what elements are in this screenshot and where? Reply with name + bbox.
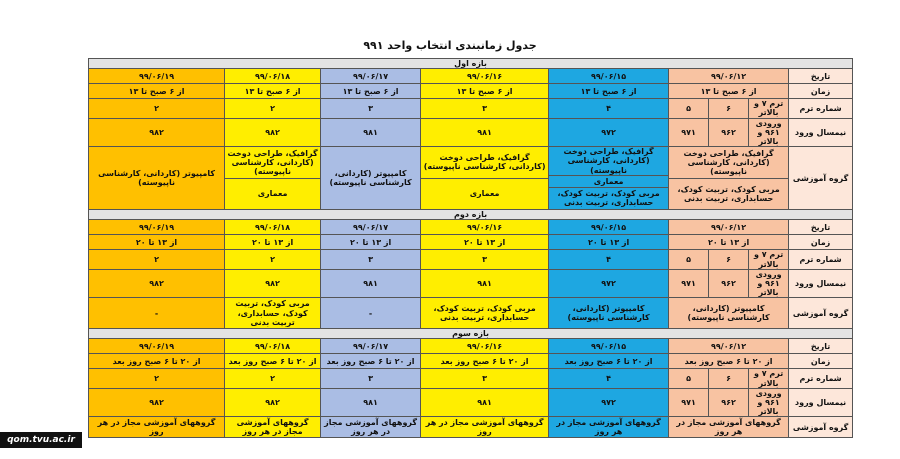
entry-cell: ورودی ۹۶۱ و بالاتر [749, 269, 789, 298]
entry-cell: ۹۸۲ [225, 269, 321, 298]
entry-cell: ۹۸۲ [89, 269, 225, 298]
time-cell: از ۱۳ تا ۲۰ [549, 235, 669, 250]
term-cell: ۵ [669, 99, 709, 118]
entry-cell: ۹۸۲ [89, 118, 225, 147]
row-label: گروه آموزشی [789, 417, 853, 438]
group-text: گروههای آموزشی مجاز در هر روز [321, 417, 421, 438]
term-cell: ۵ [669, 250, 709, 269]
time-cell: از ۲۰ تا ۶ صبح روز بعد [89, 354, 225, 369]
date-cell: ۹۹/۰۶/۱۲ [669, 69, 789, 84]
term-cell: ۶ [709, 99, 749, 118]
time-cell: از ۲۰ تا ۶ صبح روز بعد [669, 354, 789, 369]
term-cell: ۴ [549, 369, 669, 388]
entry-cell: ۹۸۲ [225, 388, 321, 417]
date-cell: ۹۹/۰۶/۱۷ [321, 69, 421, 84]
period-band: بازه اول [89, 59, 853, 69]
date-cell: ۹۹/۰۶/۱۸ [225, 220, 321, 235]
date-cell: ۹۹/۰۶/۱۹ [89, 339, 225, 354]
entry-cell: ۹۸۱ [321, 118, 421, 147]
date-cell: ۹۹/۰۶/۱۵ [549, 69, 669, 84]
row-label: نیمسال ورود [789, 388, 853, 417]
term-cell: ۲ [225, 369, 321, 388]
time-cell: از ۲۰ تا ۶ صبح روز بعد [421, 354, 549, 369]
date-cell: ۹۹/۰۶/۱۵ [549, 220, 669, 235]
date-cell: ۹۹/۰۶/۱۶ [421, 339, 549, 354]
time-cell: از ۶ صبح تا ۱۳ [421, 84, 549, 99]
row-label: تاریخ [789, 69, 853, 84]
group-cell [225, 147, 321, 210]
term-cell: ۶ [709, 250, 749, 269]
group-text: کامپیوتر (کاردانی، کارشناسی ناپیوسته) [89, 147, 225, 210]
date-cell: ۹۹/۰۶/۱۶ [421, 220, 549, 235]
row-label: شماره ترم [789, 99, 853, 118]
row-label: گروه آموزشی [789, 298, 853, 329]
term-cell: ۲ [89, 369, 225, 388]
entry-cell: ۹۶۲ [709, 269, 749, 298]
entry-cell: ورودی ۹۶۱ و بالاتر [749, 118, 789, 147]
row-label: زمان [789, 235, 853, 250]
time-cell: از ۱۳ تا ۲۰ [321, 235, 421, 250]
term-cell: ۳ [421, 250, 549, 269]
term-cell: ۲ [89, 99, 225, 118]
term-cell: ترم ۷ و بالاتر [749, 99, 789, 118]
entry-cell: ۹۸۱ [421, 388, 549, 417]
entry-cell: ۹۷۱ [669, 388, 709, 417]
entry-cell: ۹۶۲ [709, 388, 749, 417]
date-cell: ۹۹/۰۶/۱۵ [549, 339, 669, 354]
date-cell: ۹۹/۰۶/۱۲ [669, 339, 789, 354]
group-text: معماری [549, 175, 668, 187]
row-label: زمان [789, 354, 853, 369]
time-cell: از ۲۰ تا ۶ صبح روز بعد [321, 354, 421, 369]
term-cell: ۶ [709, 369, 749, 388]
group-cell [549, 147, 669, 210]
entry-cell: ۹۸۱ [321, 388, 421, 417]
term-cell: ۲ [225, 99, 321, 118]
schedule-table [88, 58, 853, 438]
entry-cell: ۹۷۱ [669, 269, 709, 298]
group-text: گروههای آموزشی مجاز در هر روز [225, 417, 321, 438]
entry-cell: ۹۸۱ [421, 269, 549, 298]
group-text: مربی کودک، تربیت کودک، حسابداری، تربیت بدنی [421, 298, 549, 329]
group-text: گرافیک، طراحی دوخت (کاردانی، کارشناسی ناپیوسته) [423, 153, 546, 172]
group-text: مربی کودک، تربیت کودک، حسابداری، تربیت بدنی [225, 298, 321, 329]
term-cell: ۲ [89, 250, 225, 269]
term-cell: ترم ۷ و بالاتر [749, 369, 789, 388]
row-label: نیمسال ورود [789, 269, 853, 298]
site-logo[interactable]: qom.tvu.ac.ir [0, 432, 82, 448]
entry-cell: ۹۸۱ [321, 269, 421, 298]
term-cell: ۵ [669, 369, 709, 388]
term-cell: ۳ [321, 99, 421, 118]
group-text: گرافیک، طراحی دوخت (کاردانی، کارشناسی ناپیوسته) [683, 148, 774, 176]
entry-cell: ۹۷۲ [549, 269, 669, 298]
group-text: مربی کودک، تربیت کودک، حسابداری، تربیت بدنی [669, 178, 788, 210]
group-text: گروههای آموزشی مجاز در هر روز [89, 417, 225, 438]
entry-cell: ۹۸۲ [225, 118, 321, 147]
group-text: کامپیوتر (کاردانی، کارشناسی ناپیوسته) [669, 298, 789, 329]
time-cell: از ۶ صبح تا ۱۳ [669, 84, 789, 99]
row-label: زمان [789, 84, 853, 99]
date-cell: ۹۹/۰۶/۱۲ [669, 220, 789, 235]
entry-cell: ۹۸۱ [421, 118, 549, 147]
time-cell: از ۲۰ تا ۶ صبح روز بعد [225, 354, 321, 369]
row-label: شماره ترم [789, 369, 853, 388]
date-cell: ۹۹/۰۶/۱۸ [225, 339, 321, 354]
date-cell: ۹۹/۰۶/۱۹ [89, 220, 225, 235]
term-cell: ۳ [421, 99, 549, 118]
group-text: گرافیک، طراحی دوخت (کاردانی، کارشناسی ناپیوسته) [563, 147, 654, 175]
entry-cell: ۹۷۱ [669, 118, 709, 147]
entry-cell: ۹۷۲ [549, 388, 669, 417]
time-cell: از ۶ صبح تا ۱۳ [549, 84, 669, 99]
row-label: تاریخ [789, 339, 853, 354]
period-band: بازه دوم [89, 210, 853, 220]
term-cell: ۳ [421, 369, 549, 388]
row-label: گروه آموزشی [789, 147, 853, 210]
time-cell: از ۶ صبح تا ۱۳ [89, 84, 225, 99]
date-cell: ۹۹/۰۶/۱۸ [225, 69, 321, 84]
entry-cell: ۹۶۲ [709, 118, 749, 147]
term-cell: ۳ [321, 250, 421, 269]
row-label: نیمسال ورود [789, 118, 853, 147]
group-text: - [89, 298, 225, 329]
time-cell: از ۶ صبح تا ۱۳ [225, 84, 321, 99]
group-text: - [321, 298, 421, 329]
group-text: گروههای آموزشی مجاز در هر روز [421, 417, 549, 438]
group-text: گروههای آموزشی مجاز در هر روز [669, 417, 789, 438]
time-cell: از ۱۳ تا ۲۰ [89, 235, 225, 250]
time-cell: از ۱۳ تا ۲۰ [421, 235, 549, 250]
entry-cell: ۹۷۲ [549, 118, 669, 147]
term-cell: ۳ [321, 369, 421, 388]
date-cell: ۹۹/۰۶/۱۷ [321, 339, 421, 354]
time-cell: از ۶ صبح تا ۱۳ [321, 84, 421, 99]
row-label: شماره ترم [789, 250, 853, 269]
term-cell: ۲ [225, 250, 321, 269]
group-text: گروههای آموزشی مجاز در هر روز [549, 417, 669, 438]
date-cell: ۹۹/۰۶/۱۹ [89, 69, 225, 84]
term-cell: ۴ [549, 99, 669, 118]
entry-cell: ۹۸۲ [89, 388, 225, 417]
date-cell: ۹۹/۰۶/۱۶ [421, 69, 549, 84]
time-cell: از ۲۰ تا ۶ صبح روز بعد [549, 354, 669, 369]
page-title: جدول زمانبندی انتخاب واحد ۹۹۱ [363, 39, 537, 52]
group-text: گرافیک، طراحی دوخت (کاردانی، کارشناسی ناپیوسته) [227, 148, 318, 176]
group-cell [421, 147, 549, 210]
term-cell: ترم ۷ و بالاتر [749, 250, 789, 269]
group-text: کامپیوتر (کاردانی، کارشناسی ناپیوسته) [549, 298, 669, 329]
period-band: بازه سوم [89, 329, 853, 339]
time-cell: از ۱۳ تا ۲۰ [225, 235, 321, 250]
term-cell: ۴ [549, 250, 669, 269]
entry-cell: ورودی ۹۶۱ و بالاتر [749, 388, 789, 417]
row-label: تاریخ [789, 220, 853, 235]
group-text: معماری [421, 178, 548, 210]
group-cell [669, 147, 789, 210]
time-cell: از ۱۳ تا ۲۰ [669, 235, 789, 250]
group-text: مربی کودک، تربیت کودک، حسابداری، تربیت بدنی [549, 187, 668, 210]
date-cell: ۹۹/۰۶/۱۷ [321, 220, 421, 235]
group-text: معماری [225, 178, 320, 210]
group-text: کامپیوتر (کاردانی، کارشناسی ناپیوسته) [321, 147, 421, 210]
